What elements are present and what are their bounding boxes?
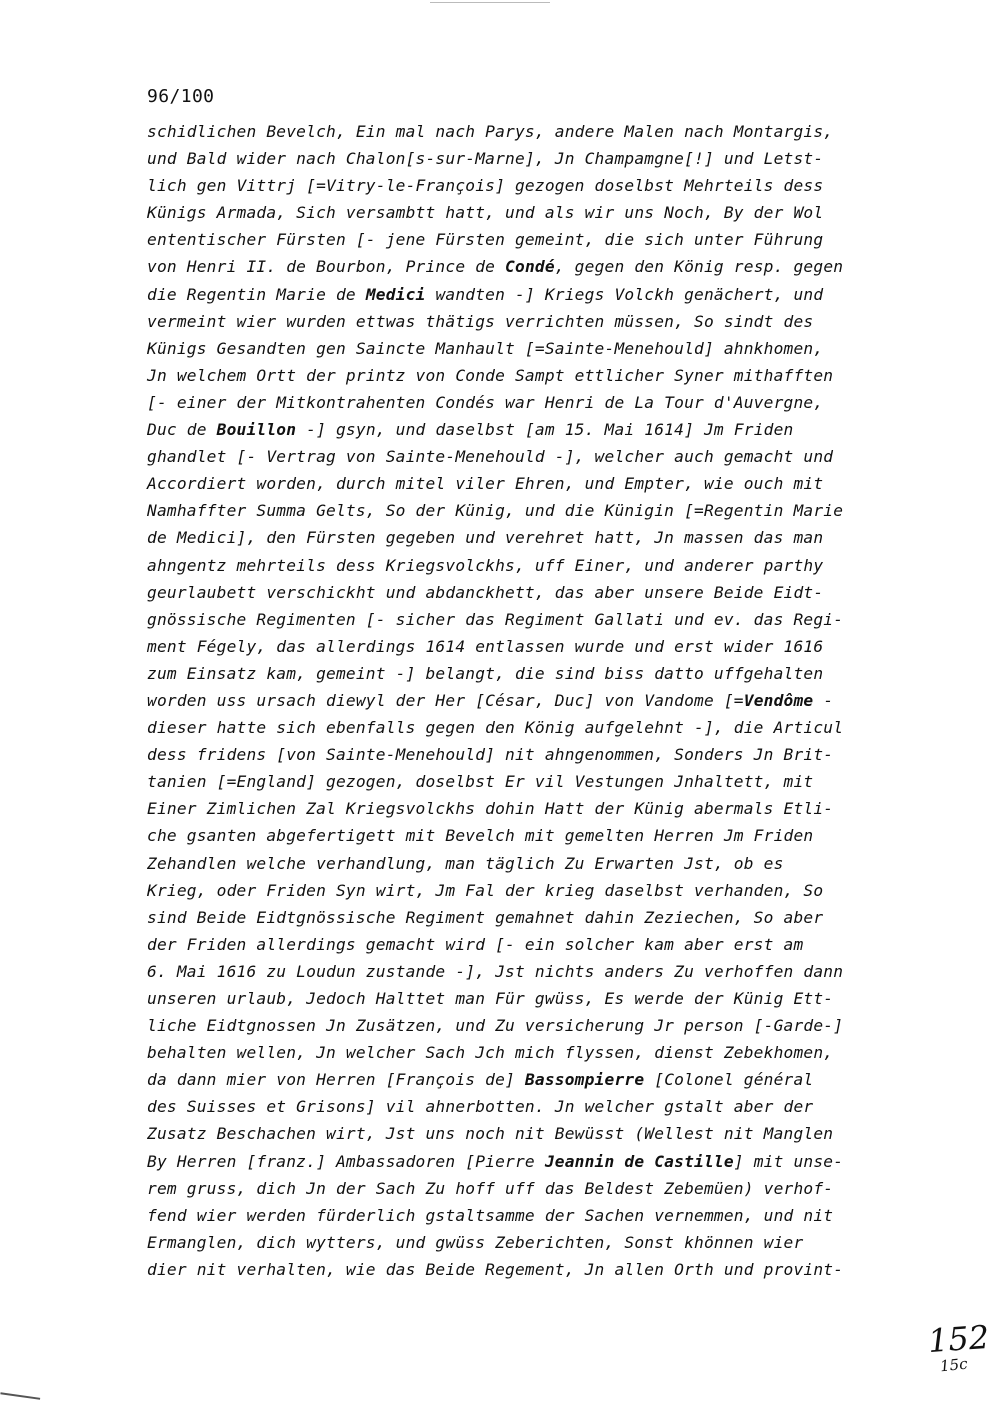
- page-number: 96/100: [147, 86, 215, 107]
- text-line: [147, 1120, 927, 1147]
- text-line: [147, 145, 927, 172]
- transcription-body: [147, 118, 927, 1283]
- text-line: [147, 1066, 927, 1093]
- bold-name: Condé: [505, 257, 555, 277]
- text-segment: che gsanten abgefertigett mit Bevelch mit gemelten Herren Jm Friden: [147, 826, 814, 846]
- text-segment: von Henri II. de Bourbon, Prince de: [147, 257, 506, 277]
- text-segment: Accordiert worden, durch mitel viler Ehren, und Empter, wie ouch mit: [147, 474, 824, 494]
- text-segment: Jn welchem Ortt der printz von Conde Sampt ettlicher Syner mithafften: [147, 365, 834, 385]
- text-segment: da dann mier von Herren [François de]: [147, 1070, 525, 1090]
- text-line: [147, 633, 927, 660]
- text-segment: liche Eidtgnossen Jn Zusätzen, und Zu versicherung Jr person [-Garde-]: [147, 1016, 844, 1036]
- text-segment: vermeint wier wurden ettwas thätigs verrichten müssen, So sindt des: [147, 311, 814, 331]
- text-segment: By Herren [franz.] Ambassadoren [Pierre: [147, 1151, 545, 1171]
- archive-number-main: 152: [926, 1317, 991, 1361]
- text-line: [147, 795, 927, 822]
- text-line: [147, 443, 927, 470]
- text-line: [147, 308, 927, 335]
- text-segment: sind Beide Eidtgnössische Regiment gemahnet dahin Zeziechen, So aber: [147, 907, 824, 927]
- text-segment: [Colonel général: [644, 1070, 814, 1090]
- text-segment: gnössische Regimenten [- sicher das Regiment Gallati und ev. das Regi-: [147, 609, 844, 629]
- text-segment: worden uss ursach diewyl der Her [César, Duc] von Vandome [=: [147, 690, 744, 710]
- text-line: [147, 199, 927, 226]
- text-line: [147, 985, 927, 1012]
- text-line: [147, 226, 927, 253]
- text-line: [147, 714, 927, 741]
- text-line: [147, 1039, 927, 1066]
- text-line: [147, 660, 927, 687]
- text-segment: Krieg, oder Friden Syn wirt, Jm Fal der krieg daselbst verhanden, So: [147, 880, 824, 900]
- bold-name: Vendôme: [743, 690, 814, 710]
- text-line: [147, 1148, 927, 1175]
- text-line: [147, 1175, 927, 1202]
- text-line: [147, 416, 927, 443]
- text-line: [147, 524, 927, 551]
- text-line: [147, 118, 927, 145]
- text-segment: fend wier werden fürderlich gstaltsamme der Sachen vernemmen, und nit: [147, 1205, 834, 1225]
- text-segment: wandten -] Kriegs Volckh genächert, und: [425, 284, 824, 304]
- text-segment: die Regentin Marie de: [147, 284, 366, 304]
- text-segment: und Bald wider nach Chalon[s-sur-Marne], Jn Champamgne[!] und Letst-: [147, 149, 824, 169]
- bold-name: Medici: [365, 284, 426, 304]
- text-line: [147, 253, 927, 280]
- text-segment: -: [813, 690, 834, 710]
- text-segment: rem gruss, dich Jn der Sach Zu hoff uff das Beldest Zebemüen) verhof-: [147, 1178, 834, 1198]
- text-segment: tanien [=England] gezogen, doselbst Er vil Vestungen Jnhaltett, mit: [147, 772, 814, 792]
- text-segment: Zusatz Beschachen wirt, Jst uns noch nit Bewüsst (Wellest nit Manglen: [147, 1124, 834, 1144]
- text-segment: Duc de: [147, 420, 217, 440]
- text-segment: Einer Zimlichen Zal Kriegsvolckhs dohin Hatt der Künig abermals Etli-: [147, 799, 834, 819]
- text-segment: lich gen Vittrj [=Vitry-le-François] gezogen doselbst Mehrteils dess: [147, 176, 824, 196]
- scan-top-edge: [430, 2, 550, 3]
- text-line: [147, 1202, 927, 1229]
- text-line: [147, 931, 927, 958]
- text-line: [147, 958, 927, 985]
- text-segment: dess fridens [von Sainte-Menehould] nit ahngenommen, Sonders Jn Brit-: [147, 745, 834, 765]
- text-line: [147, 552, 927, 579]
- text-line: [147, 389, 927, 416]
- text-line: [147, 768, 927, 795]
- text-line: [147, 1093, 927, 1120]
- text-line: [147, 850, 927, 877]
- text-line: [147, 497, 927, 524]
- text-segment: [- einer der Mitkontrahenten Condés war Henri de La Tour d'Auvergne,: [147, 392, 824, 412]
- scan-corner-mark: [0, 1392, 40, 1404]
- archive-number-stamp: [926, 1317, 991, 1380]
- text-line: [147, 822, 927, 849]
- text-segment: zum Einsatz kam, gemeint -] belangt, die sind biss datto uffgehalten: [147, 663, 824, 683]
- text-segment: behalten wellen, Jn welcher Sach Jch mich flyssen, dienst Zebekhomen,: [147, 1043, 834, 1063]
- text-line: [147, 741, 927, 768]
- text-line: [147, 172, 927, 199]
- text-segment: Namhaffter Summa Gelts, So der Künig, und die Künigin [=Regentin Marie: [147, 501, 844, 521]
- text-line: [147, 470, 927, 497]
- text-line: [147, 1229, 927, 1256]
- bold-name: Jeannin de Castille: [544, 1151, 734, 1171]
- text-line: [147, 1012, 927, 1039]
- text-line: [147, 904, 927, 931]
- text-segment: Künigs Armada, Sich versambtt hatt, und als wir uns Noch, By der Wol: [147, 203, 824, 223]
- text-line: [147, 1256, 927, 1283]
- text-segment: , gegen den König resp. gegen: [554, 257, 844, 277]
- text-segment: ententischer Fürsten [- jene Fürsten gemeint, die sich unter Führung: [147, 230, 824, 250]
- text-segment: -] gsyn, und daselbst [am 15. Mai 1614] Jm Friden: [296, 420, 794, 440]
- text-segment: Ermanglen, dich wytters, und gwüss Zeberichten, Sonst khönnen wier: [147, 1232, 804, 1252]
- text-segment: ment Fégely, das allerdings 1614 entlassen wurde und erst wider 1616: [147, 636, 824, 656]
- text-segment: Künigs Gesandten gen Saincte Manhault [=Sainte-Menehould] ahnkhomen,: [147, 338, 824, 358]
- text-line: [147, 579, 927, 606]
- text-segment: ahngentz mehrteils dess Kriegsvolckhs, uff Einer, und anderer parthy: [147, 555, 824, 575]
- text-segment: des Suisses et Grisons] vil ahnerbotten. Jn welcher gstalt aber der: [147, 1097, 814, 1117]
- text-line: [147, 362, 927, 389]
- archive-number-sub: 15c: [939, 1354, 969, 1376]
- text-line: [147, 687, 927, 714]
- text-line: [147, 281, 927, 308]
- bold-name: Bassompierre: [524, 1070, 645, 1090]
- text-segment: Zehandlen welche verhandlung, man täglich Zu Erwarten Jst, ob es: [147, 853, 784, 873]
- text-line: [147, 877, 927, 904]
- text-segment: de Medici], den Fürsten gegeben und verehret hatt, Jn massen das man: [147, 528, 824, 548]
- text-segment: ] mit unse-: [733, 1151, 844, 1171]
- text-line: [147, 335, 927, 362]
- text-line: [147, 606, 927, 633]
- text-segment: ghandlet [- Vertrag von Sainte-Menehould -], welcher auch gemacht und: [147, 447, 834, 467]
- text-segment: unseren urlaub, Jedoch Halttet man Für gwüss, Es werde der Künig Ett-: [147, 989, 834, 1008]
- text-segment: geurlaubett verschickht und abdanckhett, das aber unsere Beide Eidt-: [147, 582, 824, 602]
- text-segment: der Friden allerdings gemacht wird [- ein solcher kam aber erst am: [147, 934, 804, 954]
- text-segment: dier nit verhalten, wie das Beide Regement, Jn allen Orth und provint-: [147, 1259, 844, 1279]
- text-segment: schidlichen Bevelch, Ein mal nach Parys, andere Malen nach Montargis,: [147, 122, 834, 141]
- bold-name: Bouillon: [216, 420, 297, 440]
- text-segment: dieser hatte sich ebenfalls gegen den König aufgelehnt -], die Articul: [147, 718, 844, 738]
- text-segment: 6. Mai 1616 zu Loudun zustande -], Jst nichts anders Zu verhoffen dann: [147, 961, 844, 981]
